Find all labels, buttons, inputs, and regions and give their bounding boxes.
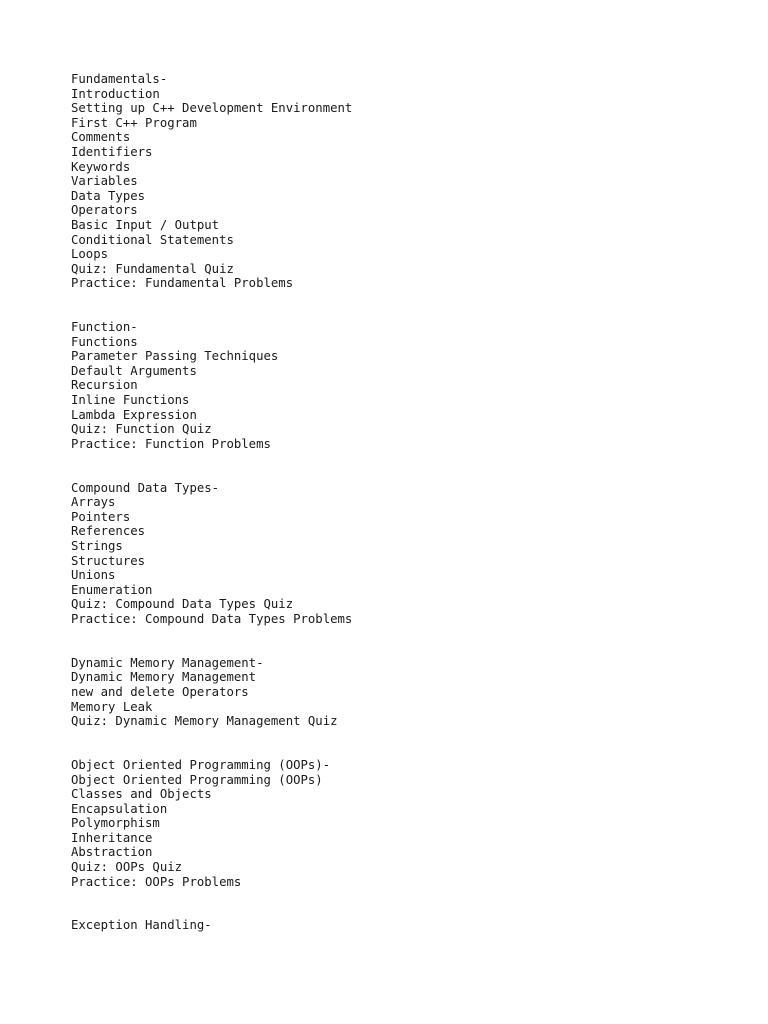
list-item: new and delete Operators — [71, 684, 249, 699]
list-item: Quiz: OOPs Quiz — [71, 860, 183, 875]
section-heading: Dynamic Memory Management- — [71, 655, 264, 670]
document-page — [71, 72, 748, 962]
list-item: Abstraction — [71, 845, 153, 860]
list-item: Dynamic Memory Management — [71, 670, 257, 685]
list-item: Practice: OOPs Problems — [71, 874, 242, 889]
section-heading: Fundamentals- — [71, 72, 168, 86]
section-dynamic-memory-management — [71, 656, 748, 729]
list-item: Pointers — [71, 509, 131, 524]
list-item: Practice: Compound Data Types Problems — [71, 611, 353, 626]
list-item: Quiz: Function Quiz — [71, 422, 212, 437]
list-item: Lambda Expression — [71, 407, 197, 422]
list-item: Memory Leak — [71, 699, 153, 714]
list-item: Arrays — [71, 495, 116, 510]
list-item: Default Arguments — [71, 363, 197, 378]
list-item: Practice: Function Problems — [71, 436, 271, 451]
section-fundamentals — [71, 72, 748, 291]
section-exception-handling — [71, 918, 748, 933]
list-item: References — [71, 524, 146, 539]
list-item: Object Oriented Programming (OOPs) — [71, 772, 323, 787]
list-item: Introduction — [71, 86, 160, 101]
list-item: Loops — [71, 247, 109, 262]
list-item: Strings — [71, 539, 123, 553]
section-heading: Compound Data Types- — [71, 480, 220, 495]
list-item: Encapsulation — [71, 801, 168, 816]
list-item: Enumeration — [71, 582, 153, 597]
list-item: Parameter Passing Techniques — [71, 349, 279, 364]
list-item: Classes and Objects — [71, 787, 212, 802]
list-item: Quiz: Fundamental Quiz — [71, 261, 234, 276]
section-heading: Object Oriented Programming (OOPs)- — [71, 757, 331, 772]
section-oops — [71, 758, 748, 889]
section-heading: Function- — [71, 320, 138, 335]
list-item: Unions — [71, 568, 116, 583]
list-item: Recursion — [71, 378, 138, 393]
section-heading: Exception Handling- — [71, 918, 212, 933]
list-item: Functions — [71, 334, 138, 349]
list-item: Quiz: Compound Data Types Quiz — [71, 597, 294, 612]
list-item: Operators — [71, 203, 138, 218]
list-item: Inline Functions — [71, 393, 190, 408]
list-item: Conditional Statements — [71, 232, 234, 247]
section-function — [71, 320, 748, 451]
list-item: Data Types — [71, 188, 146, 203]
list-item: Polymorphism — [71, 816, 160, 831]
list-item: Practice: Fundamental Problems — [71, 276, 294, 291]
list-item: Inheritance — [71, 830, 153, 845]
section-compound-data-types — [71, 481, 748, 627]
list-item: Structures — [71, 553, 146, 568]
list-item: Basic Input / Output — [71, 217, 220, 232]
list-item: Identifiers — [71, 144, 153, 159]
list-item: Comments — [71, 130, 131, 145]
list-item: First C++ Program — [71, 115, 197, 130]
list-item: Quiz: Dynamic Memory Management Quiz — [71, 714, 338, 729]
list-item: Setting up C++ Development Environment — [71, 101, 353, 116]
list-item: Variables — [71, 174, 138, 189]
list-item: Keywords — [71, 159, 131, 174]
